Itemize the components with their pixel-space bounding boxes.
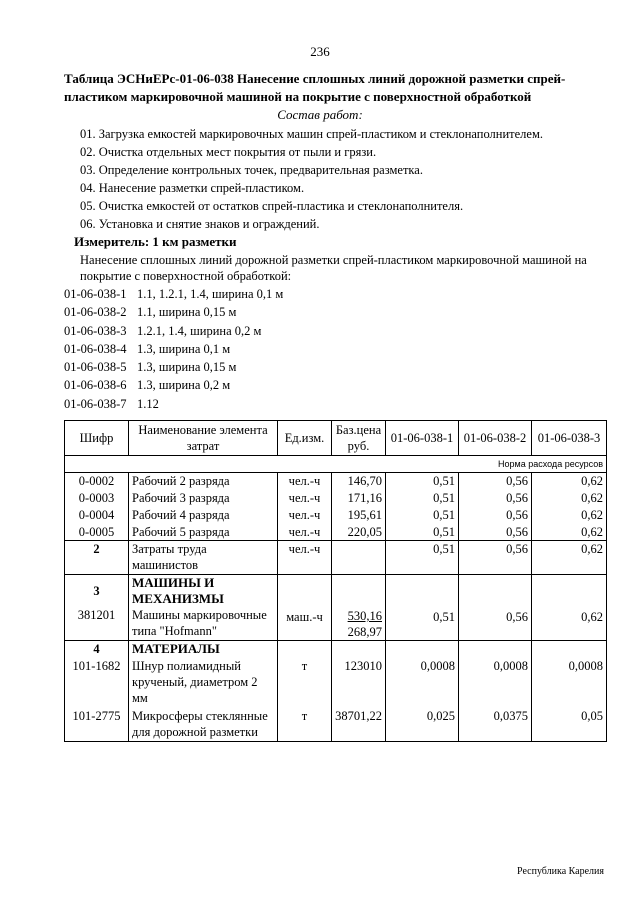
norma-label: Норма расхода ресурсов <box>65 456 607 473</box>
code-text: 1.1, ширина 0,15 м <box>137 305 237 320</box>
cell-v1: 0,0008 <box>386 658 459 708</box>
cell-price: 146,70 <box>332 473 386 490</box>
work-item: 02. Очистка отдельных мест покрытия от пыли и грязи. <box>80 145 377 159</box>
materials-section-row <box>65 641 607 658</box>
price-denominator: 268,97 <box>347 625 382 639</box>
header-col2: 01-06-038-2 <box>459 421 532 456</box>
table-title: Таблица ЭСНиЕРс-01-06-038 Нанесение сплошных линий дорожной разметки спрей-пластиком маркировочной машиной на покрытие с поверхностной обработкой <box>64 71 566 104</box>
cell-unit: маш.-ч <box>278 575 332 641</box>
cell-name: Рабочий 3 разряда <box>129 490 278 507</box>
cell-empty <box>532 641 607 658</box>
cell-unit: чел.-ч <box>278 473 332 490</box>
cell-v3: 0,62 <box>532 524 607 541</box>
item-name: Машины маркировочные типа "Hofmann" <box>132 608 267 638</box>
code-id: 01-06-038-7 <box>64 396 127 411</box>
cell-price: 195,61 <box>332 507 386 524</box>
section-code: 3 <box>93 584 100 598</box>
cell-v2: 0,0375 <box>459 708 532 742</box>
resource-table <box>64 420 607 742</box>
cell-v1: 0,51 <box>386 507 459 524</box>
cell-code: 101-1682 <box>65 658 129 708</box>
description: Нанесение сплошных линий дорожной разметки спрей-пластиком маркировочной машиной на покрытие с поверхностной обработкой: <box>80 253 587 283</box>
cell-v3: 0,62 <box>532 473 607 490</box>
footer-region: Республика Карелия <box>517 866 604 877</box>
header-code: Шифр <box>65 421 129 456</box>
code-id: 01-06-038-1 <box>64 287 127 301</box>
work-item: 06. Установка и снятие знаков и ограждений. <box>80 217 320 231</box>
cell-name: Микросферы стеклянные для дорожной разметки <box>129 708 278 742</box>
cell-v3: 0,62 <box>532 541 607 575</box>
cell-unit: чел.-ч <box>278 490 332 507</box>
cell-v2: 0,56 <box>459 575 532 641</box>
cell-unit: чел.-ч <box>278 507 332 524</box>
code-row <box>64 376 283 394</box>
cell-v3: 0,62 <box>532 507 607 524</box>
code-text: 1.1, 1.2.1, 1.4, ширина 0,1 м <box>137 287 284 301</box>
works-list <box>80 125 620 233</box>
cell-v1: 0,51 <box>386 575 459 641</box>
cell-code: 101-2775 <box>65 708 129 742</box>
operators-row <box>65 541 607 575</box>
code-text: 1.3, ширина 0,15 м <box>137 360 237 375</box>
header-unit: Ед.изм. <box>278 421 332 456</box>
code-row <box>64 358 283 376</box>
code-id: 01-06-038-6 <box>64 378 127 393</box>
code-row <box>64 322 283 340</box>
cell-code: 0-0002 <box>65 473 129 490</box>
section-title: МАТЕРИАЛЫ <box>129 641 278 658</box>
code-text: 1.3, ширина 0,1 м <box>137 341 231 356</box>
cell-empty <box>332 641 386 658</box>
cell-price: 220,05 <box>332 524 386 541</box>
cell-price <box>332 541 386 575</box>
cell-code: 2 <box>65 541 129 575</box>
cell-name: Рабочий 4 разряда <box>129 507 278 524</box>
composition-heading: Состав работ: <box>277 107 363 122</box>
code-row <box>64 303 283 321</box>
work-item: 05. Очистка емкостей от остатков спрей-пластика и стеклонаполнителя. <box>80 199 464 213</box>
page-number: 236 <box>310 44 330 59</box>
header-price: Баз.цена руб. <box>332 421 386 456</box>
cell-empty <box>278 641 332 658</box>
cell-code: 4 <box>65 641 129 658</box>
code-text: 1.3, ширина 0,2 м <box>137 378 231 393</box>
cell-v3: 0,62 <box>532 490 607 507</box>
cell-code <box>65 575 129 641</box>
cell-v2: 0,56 <box>459 507 532 524</box>
table-row <box>65 507 607 524</box>
cell-v2: 0,56 <box>459 541 532 575</box>
cell-unit: т <box>278 708 332 742</box>
meter-label: Измеритель: 1 км разметки <box>74 234 237 249</box>
cell-v1: 0,025 <box>386 708 459 742</box>
cell-name: Затраты труда машинистов <box>129 541 278 575</box>
cell-v1: 0,51 <box>386 490 459 507</box>
cell-code: 0-0003 <box>65 490 129 507</box>
table-row <box>65 473 607 490</box>
table-row <box>65 524 607 541</box>
cell-unit: чел.-ч <box>278 524 332 541</box>
section-title: МАШИНЫ И МЕХАНИЗМЫ <box>132 575 224 606</box>
cell-unit: т <box>278 658 332 708</box>
code-row <box>64 285 283 303</box>
header-col3: 01-06-038-3 <box>532 421 607 456</box>
code-text: 1.2.1, 1.4, ширина 0,2 м <box>137 323 262 338</box>
cell-unit: чел.-ч <box>278 541 332 575</box>
work-item: 03. Определение контрольных точек, предварительная разметка. <box>80 163 423 177</box>
cell-code: 0-0004 <box>65 507 129 524</box>
cell-v2: 0,56 <box>459 473 532 490</box>
code-id: 01-06-038-5 <box>64 360 127 375</box>
code-id: 01-06-038-4 <box>64 341 127 356</box>
cell-v1: 0,51 <box>386 541 459 575</box>
cell-empty <box>386 641 459 658</box>
header-name: Наименование элемента затрат <box>129 421 278 456</box>
cell-name <box>129 575 278 641</box>
cell-price: 38701,22 <box>332 708 386 742</box>
table-row <box>65 658 607 708</box>
cell-v3: 0,0008 <box>532 658 607 708</box>
work-item: 01. Загрузка емкостей маркировочных машин спрей-пластиком и стеклонаполнителем. <box>80 127 544 141</box>
item-code: 381201 <box>77 608 116 622</box>
cell-v1: 0,51 <box>386 473 459 490</box>
cell-v1: 0,51 <box>386 524 459 541</box>
cell-price: 123010 <box>332 658 386 708</box>
code-id: 01-06-038-2 <box>64 305 127 320</box>
code-id: 01-06-038-3 <box>64 323 127 338</box>
cell-name: Рабочий 2 разряда <box>129 473 278 490</box>
cell-price: 171,16 <box>332 490 386 507</box>
codes-list <box>64 285 283 413</box>
table-row <box>65 708 607 742</box>
header-col1: 01-06-038-1 <box>386 421 459 456</box>
table-row <box>65 490 607 507</box>
cell-v2: 0,56 <box>459 490 532 507</box>
cell-empty <box>459 641 532 658</box>
norma-row <box>65 456 607 473</box>
cell-name: Шнур полиамидный крученый, диаметром 2 мм <box>129 658 278 708</box>
cell-name: Рабочий 5 разряда <box>129 524 278 541</box>
cell-code: 0-0005 <box>65 524 129 541</box>
cell-price <box>332 575 386 641</box>
cell-v3: 0,05 <box>532 708 607 742</box>
code-row <box>64 340 283 358</box>
cell-v3: 0,62 <box>532 575 607 641</box>
cell-v2: 0,0008 <box>459 658 532 708</box>
code-text: 1.12 <box>137 396 159 411</box>
work-item: 04. Нанесение разметки спрей-пластиком. <box>80 181 305 195</box>
price-numerator: 530,16 <box>347 609 382 623</box>
cell-v2: 0,56 <box>459 524 532 541</box>
table-header-row <box>65 421 607 456</box>
code-row <box>64 395 283 413</box>
machines-row <box>65 575 607 641</box>
